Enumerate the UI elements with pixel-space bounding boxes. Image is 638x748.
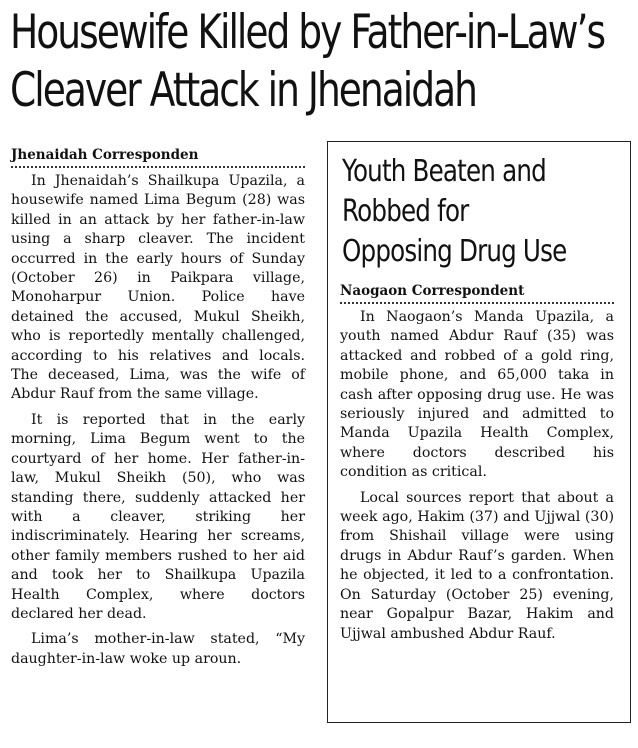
side-story-byline: Naogaon Correspondent [340,282,614,304]
main-story-paragraph-2: It is reported that in the early morning, Lima Begum went to the courtyard of her home. Her father-in-law, Mukul Sheikh (50), who was standing there, suddenly attacked her with a cleaver, striking her indiscriminately. Hearing her screams, other family members rushed to her aid and took her to Shailkupa Upazila Health Complex, where doctors declared her dead. [11,411,305,622]
side-story-paragraph-1: In Naogaon’s Manda Upazila, a youth named Abdur Rauf (35) was attacked and robbed of a gold ring, mobile phone, and 65,000 taka in cash after opposing drug use. He was seriously injured and admitted to Manda Upazila Health Complex, where doctors described his condition as critical. [340,309,614,481]
main-headline-line-2: Cleaver Attack in Jhenaidah [10,63,476,118]
main-headline-line-1: Housewife Killed by Father-in-Law’s [10,5,605,60]
side-story-headline [342,152,613,272]
main-story-paragraph-3: Lima’s mother-in-law stated, “My daughter-in-law woke up aroun. [11,631,305,667]
main-story-byline: Jhenaidah Corresponden [11,146,305,168]
main-headline [10,4,605,120]
main-story-paragraph-1: In Jhenaidah’s Shailkupa Upazila, a housewife named Lima Begum (28) was killed in an attack by her father-in-law using a sharp cleaver. The incident occurred in the early hours of Sunday (October 26) in Paikpara village, Monoharpur Union. Police have detained the accused, Mukul Sheikh, who is reportedly mentally challenged, according to his relatives and locals. The deceased, Lima, was the wife of Abdur Rauf from the same village. [11,173,305,403]
side-headline-line-3: Opposing Drug Use [342,234,567,269]
side-headline-line-2: Robbed for [342,194,469,229]
side-story-box [327,141,631,723]
side-story-body [340,282,614,644]
main-story-column [11,146,305,675]
side-story-paragraph-2: Local sources report that about a week ago, Hakim (37) and Ujjwal (30) from Shishail village were using drugs in Abdur Rauf’s garden. When he objected, it led to a confrontation. On Saturday (October 25) evening, near Gopalpur Bazar, Hakim and Ujjwal ambushed Abdur Rauf. [340,489,614,642]
side-headline-line-1: Youth Beaten and [342,154,546,189]
